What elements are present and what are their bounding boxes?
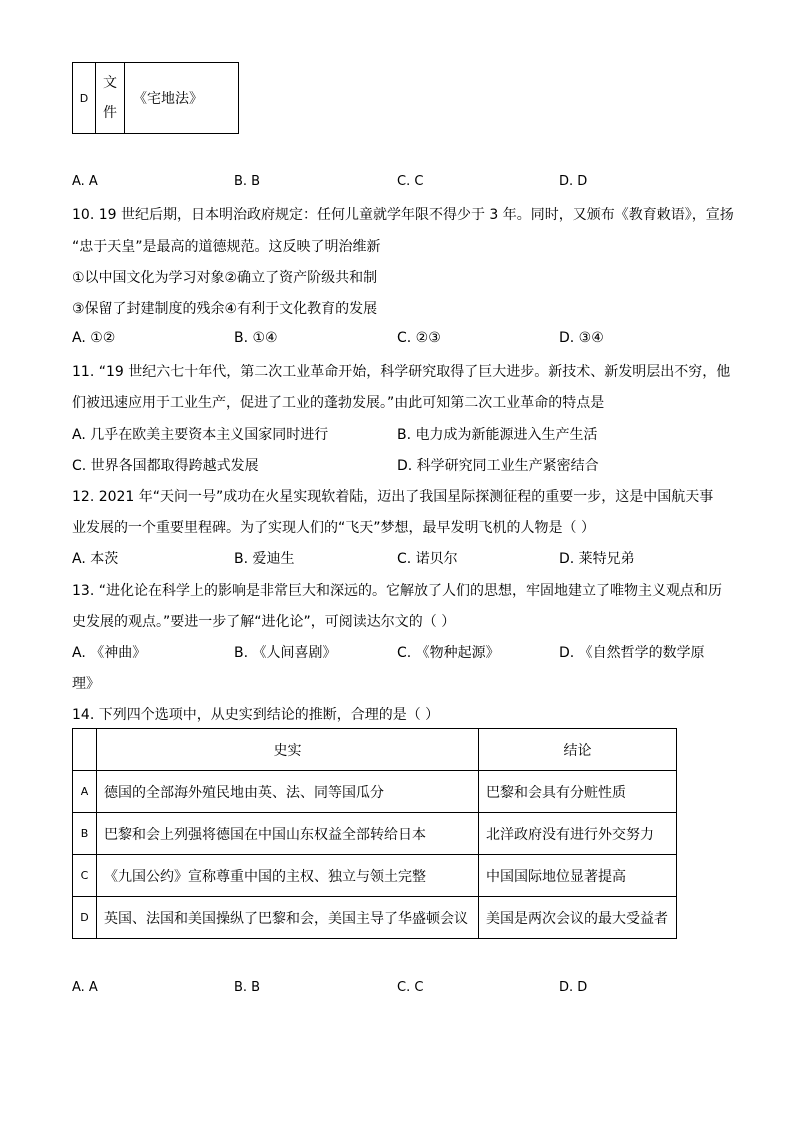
q9-table-type-line1: 文 bbox=[103, 75, 117, 91]
q14-row-conclusion: 美国是两次会议的最大受益者 bbox=[479, 897, 677, 939]
q14-row-letter: D bbox=[73, 897, 97, 939]
q9-table-type-line2: 件 bbox=[103, 105, 117, 121]
q9-table-row-d bbox=[72, 62, 239, 134]
q13-option-d: D. 《自然哲学的数学原 bbox=[559, 645, 705, 661]
q10-option-d: D. ③④ bbox=[559, 330, 604, 346]
q14-row-fact: 英国、法国和美国操纵了巴黎和会，美国主导了华盛顿会议 bbox=[97, 897, 479, 939]
q9-table-type bbox=[96, 63, 125, 134]
q14-row-letter: B bbox=[73, 813, 97, 855]
q10-option-a: A. ①② bbox=[72, 330, 116, 346]
q11-stem-line1: 11. “19 世纪六七十年代，第二次工业革命开始，科学研究取得了巨大进步。新技术、新发明层出不穷，他 bbox=[72, 364, 731, 380]
q14-row-fact: 德国的全部海外殖民地由英、法、同等国瓜分 bbox=[97, 771, 479, 813]
q13-option-c: C. 《物种起源》 bbox=[397, 645, 500, 661]
q14-option-b: B. B bbox=[234, 980, 261, 995]
q14-row-letter: A bbox=[73, 771, 97, 813]
q14-row-fact: 巴黎和会上列强将德国在中国山东权益全部转给日本 bbox=[97, 813, 479, 855]
table-row bbox=[73, 813, 677, 855]
q14-row-fact: 《九国公约》宣称尊重中国的主权、独立与领土完整 bbox=[97, 855, 479, 897]
q14-row-conclusion: 北洋政府没有进行外交努力 bbox=[479, 813, 677, 855]
q11-option-d: D. 科学研究同工业生产紧密结合 bbox=[397, 458, 599, 474]
q11-stem-line2: 们被迅速应用于工业生产，促进了工业的蓬勃发展。”由此可知第二次工业革命的特点是 bbox=[72, 395, 605, 411]
q14-stem: 14. 下列四个选项中，从史实到结论的推断，合理的是（ ） bbox=[72, 707, 440, 723]
q11-option-b: B. 电力成为新能源进入生产生活 bbox=[397, 427, 598, 443]
q14-table bbox=[72, 728, 677, 939]
q12-option-b: B. 爱迪生 bbox=[234, 551, 295, 567]
q14-table-header-row bbox=[73, 729, 677, 771]
q13-option-a: A. 《神曲》 bbox=[72, 645, 147, 661]
q9-option-d: D. D bbox=[559, 174, 588, 189]
q12-option-c: C. 诺贝尔 bbox=[397, 551, 458, 567]
table-row bbox=[73, 897, 677, 939]
q9-option-b: B. B bbox=[234, 174, 261, 189]
q10-stem-line2: “忠于天皇”是最高的道德规范。这反映了明治维新 bbox=[72, 239, 381, 255]
q12-stem-line1: 12. 2021 年“天问一号”成功在火星实现软着陆，迈出了我国星际探测征程的重要一步，这是中国航天事 bbox=[72, 489, 714, 505]
q10-option-c: C. ②③ bbox=[397, 330, 441, 346]
q14-row-conclusion: 巴黎和会具有分赃性质 bbox=[479, 771, 677, 813]
q14-row-conclusion: 中国国际地位显著提高 bbox=[479, 855, 677, 897]
q14-option-a: A. A bbox=[72, 980, 98, 995]
q14-header-fact: 史实 bbox=[97, 729, 479, 771]
q14-option-c: C. C bbox=[397, 980, 424, 995]
q13-option-d-cont: 理》 bbox=[72, 676, 100, 692]
q12-option-a: A. 本茨 bbox=[72, 551, 119, 567]
q13-stem-line2: 史发展的观点。”要进一步了解“进化论”，可阅读达尔文的（ ） bbox=[72, 614, 456, 630]
q10-item-line1: ①以中国文化为学习对象②确立了资产阶级共和制 bbox=[72, 270, 378, 286]
q10-item-line2: ③保留了封建制度的残余④有利于文化教育的发展 bbox=[72, 301, 378, 317]
q13-option-b: B. 《人间喜剧》 bbox=[234, 645, 337, 661]
q14-row-letter: C bbox=[73, 855, 97, 897]
q14-option-d: D. D bbox=[559, 980, 588, 995]
q11-option-a: A. 几乎在欧美主要资本主义国家同时进行 bbox=[72, 427, 329, 443]
q9-option-a: A. A bbox=[72, 174, 98, 189]
q13-stem-line1: 13. “进化论在科学上的影响是非常巨大和深远的。它解放了人们的思想，牢固地建立了唯物主义观点和历 bbox=[72, 583, 722, 599]
q10-option-b: B. ①④ bbox=[234, 330, 278, 346]
table-row bbox=[73, 855, 677, 897]
table-row bbox=[73, 771, 677, 813]
q14-header-conclusion: 结论 bbox=[479, 729, 677, 771]
q10-stem-line1: 10. 19 世纪后期，日本明治政府规定：任何儿童就学年限不得少于 3 年。同时，又颁布《教育敕语》，宣扬 bbox=[72, 207, 734, 223]
q9-table-letter: D bbox=[73, 63, 96, 134]
q11-option-c: C. 世界各国都取得跨越式发展 bbox=[72, 458, 259, 474]
q9-option-c: C. C bbox=[397, 174, 424, 189]
q9-table-content: 《宅地法》 bbox=[125, 63, 239, 134]
q12-stem-line2: 业发展的一个重要里程碑。为了实现人们的“飞天”梦想，最早发明飞机的人物是（ ） bbox=[72, 520, 595, 536]
q14-header-blank bbox=[73, 729, 97, 771]
q12-option-d: D. 莱特兄弟 bbox=[559, 551, 635, 567]
